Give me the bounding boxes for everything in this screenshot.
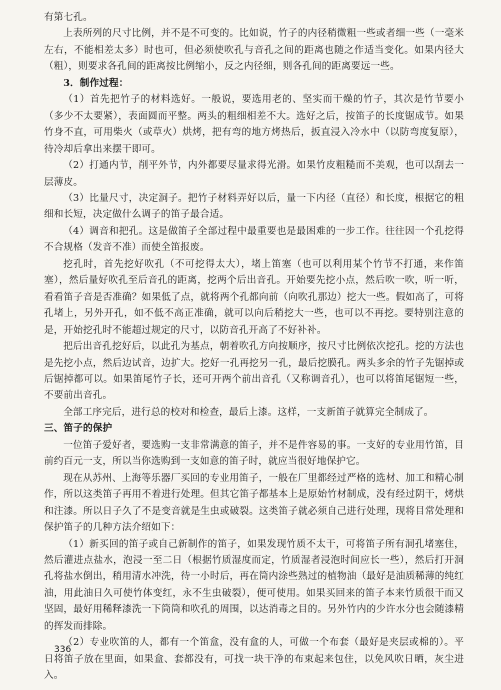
body-text bbox=[44, 10, 464, 685]
paragraph: 有第七孔。 bbox=[44, 12, 93, 23]
paragraph: （4）调音和把孔。这是做笛子全部过程中最重要也是最困难的一步工作。往往因一个孔挖得不合规格（发音不准）而使全笛报废。 bbox=[44, 225, 464, 254]
paragraph: （2）打通内节，削平外节，内外都要尽量求得光滑。如果竹皮粗糙而不美观，也可以刮去一层薄皮。 bbox=[44, 160, 464, 188]
paragraph: 上表所列的尺寸比例，并不是不可变的。比如说，竹子的内径稍微粗一些或者细一些（一毫米左右，不能相差太多）时也可，但必须使吹孔与音孔之间的距离也随之作适当变化。如果内径大（粗），则要求各孔间的距离按比例缩小，反之内径细，则各孔间的距离要远一些。 bbox=[44, 28, 464, 73]
paragraph: 挖孔时，首先挖好吹孔（不可挖得太大），堵上笛塞（也可以利用某个竹节不打通，来作笛塞），然后量好吹孔至后音孔的距离，挖两个后出音孔。开始要先挖小点，然后吹一吹，听一听，看看笛子音是否准确？如果低了点，就将两个孔都向前（向吹孔那边）挖大一些。假如高了，可将孔堵上，另外开孔，如不低不高正准确，就可以向后稍挖大一些，也可以不再挖。要特别注意的是，开始挖孔时不能超过规定的尺寸，以防音孔开高了不好补补。 bbox=[44, 258, 464, 336]
paragraph: （3）比量尺寸，决定洞子。把竹子材料弄好以后，量一下内径（直径）和长度，根据它的粗细和长短，决定做什么调子的笛子最合适。 bbox=[44, 192, 464, 221]
paragraph: 全部工序完后，进行总的校对和检查，最后上漆。这样，一支新笛子就算完全制成了。 bbox=[63, 406, 434, 418]
paragraph: （2）专业吹笛的人，都有一个笛盒，没有盒的人，可做一个布套（最好是夹层或棉的）。平日将笛子放在里面，如果盒、套都没有，可找一块干净的布束起来包住，以免风吹日晒，灰尘进入。 bbox=[44, 637, 464, 682]
paragraph: 一位笛子爱好者，要选购一支非常满意的笛子，并不是件容易的事。一支好的专业用竹笛，目前约百元一支，所以当你选购到一支如意的笛子时，就应当很好地保护它。 bbox=[44, 439, 464, 468]
paragraph: （1）首先把竹子的材料选好。一般说，要选用老的、坚实而干燥的竹子，其次是竹节要小（多少不太要紧），表面圆而平整。两头的粗细相差不大。选好之后，按笛子的长度锯成节。如果竹身不直，可用柴火（或草火）烘烤，把有弯的地方烤热后，扳直浸入冷水中（以防弯度复原），待冷却后拿出来摆干即可。 bbox=[44, 94, 464, 155]
chapter-heading: 三、笛子的保护 bbox=[44, 423, 113, 435]
paragraph: （1）新买回的笛子或自己新制作的笛子，如果发现竹质不太干，可将笛子所有洞孔堵塞住，然后灌进点盐水，泡浸一至二日（根据竹质湿度而定，竹质湿者浸泡时间应长一些），然后打开洞孔将盐水倒出，稍用清水冲洗，待一小时后，再在筒内涂些熟过的植物油（最好是油质稀薄的纯红油，用此油日久可使竹体变红，永不生虫破裂），便可使用。如果买回来的笛子本来竹质很干而又坚固，最好用稀释漆洗一下筒筒和吹孔的周围，以达消毒之目的。另外竹内的少许水分也会随漆精的挥发而排除。 bbox=[44, 538, 464, 632]
paragraph: 把后出音孔挖好后，以此孔为基点，朝着吹孔方向按顺序，按尺寸比例依次挖孔。挖的方法也是先挖小点，然后边试音，边扩大。挖好一孔再挖另一孔，最后挖膜孔。两头多余的竹子先锯掉或后锯掉都可以。如果笛尾竹子长，还可开两个前出音孔（又称调音孔），也可以将笛尾锯短一些，不要前出音孔。 bbox=[44, 341, 464, 402]
page-number: 336 bbox=[54, 645, 72, 655]
section-heading: 3．制作过程： bbox=[63, 77, 129, 89]
paragraph: 现在从苏州、上海等乐器厂买回的专业用笛子，一般在厂里都经过严格的选材、加工和精心制作，所以这类笛子再用不着进行处理。但其它笛子都基本上是原始竹材制成，没有经过阴干，烤烘和注漆。所以日子久了不是变音就是生虫或破裂。这类笛子就必须自己进行处理，现将目常处理和保护笛子的几种方法介绍如下： bbox=[44, 472, 464, 534]
